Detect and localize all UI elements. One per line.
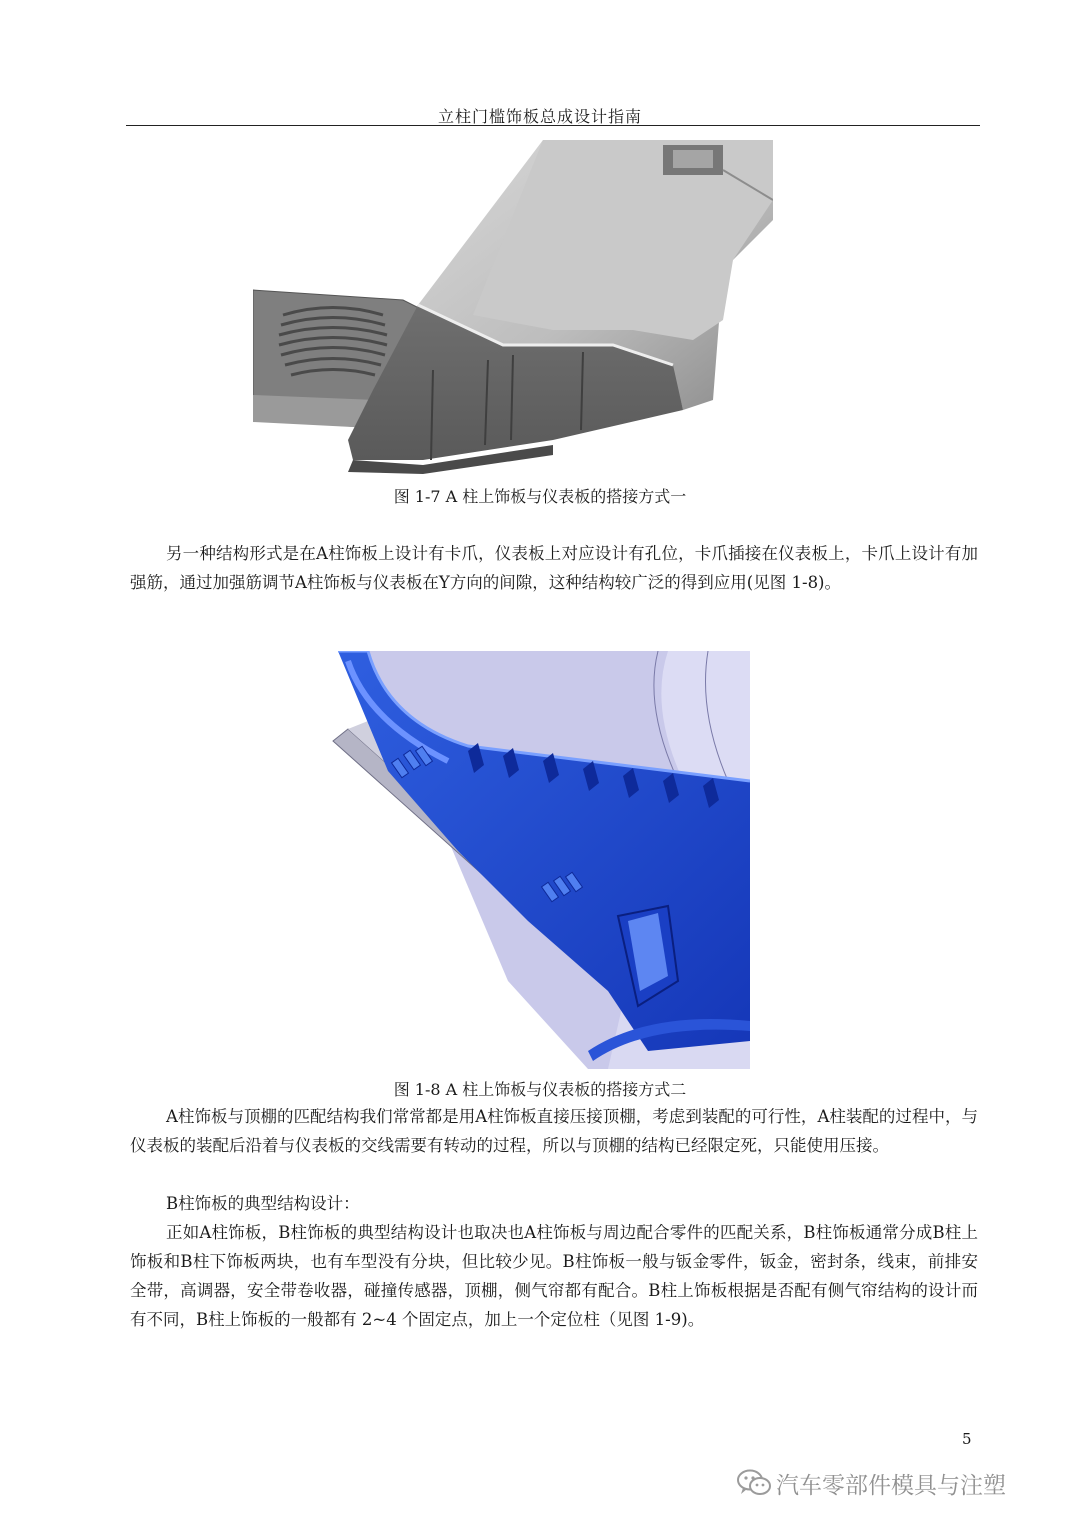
watermark [736,1463,1006,1503]
watermark-text: 汽车零部件模具与注塑 [776,1472,1006,1499]
figure-1-7-image [253,140,773,474]
page-header-title: 立柱门槛饰板总成设计指南 [437,107,642,126]
header-rule [126,125,980,126]
paragraph-1: 另一种结构形式是在A柱饰板上设计有卡爪，仪表板上对应设计有孔位，卡爪插接在仪表板上，卡爪上设计有加强筋，通过加强筋调节A柱饰板与仪表板在Y方向的间隙，这种结构较广泛的得到应用(见图 1-8)。 [130,544,978,592]
paragraph-3: 正如A柱饰板，B柱饰板的典型结构设计也取决也A柱饰板与周边配合零件的匹配关系，B柱饰板通常分成B柱上饰板和B柱下饰板两块，也有车型没有分块，但比较少见。B柱饰板一般与钣金零件，钣金，密封条，线束，前排安全带，高调器，安全带卷收器，碰撞传感器，顶棚，侧气帘都有配合。B柱上饰板根据是否配有侧气帘结构的设计而有不同，B柱上饰板的一般都有 2~4 个固定点，加上一个定位柱（见图 1-9)。 [130,1223,978,1329]
wechat-icon [736,1468,772,1498]
page-number: 5 [962,1430,972,1448]
paragraph-2: A柱饰板与顶棚的匹配结构我们常常都是用A柱饰板直接压接顶棚，考虑到装配的可行性，A柱装配的过程中，与仪表板的装配后沿着与仪表板的交线需要有转动的过程，所以与顶棚的结构已经限定死，只能使用压接。 [130,1107,978,1155]
figure-1-7-caption: 图 1-7 A 柱上饰板与仪表板的搭接方式一 [393,487,687,506]
section-heading-b-pillar: B柱饰板的典型结构设计： [166,1194,360,1213]
figure-1-8-caption: 图 1-8 A 柱上饰板与仪表板的搭接方式二 [393,1080,687,1099]
figure-1-8-image [328,651,750,1069]
